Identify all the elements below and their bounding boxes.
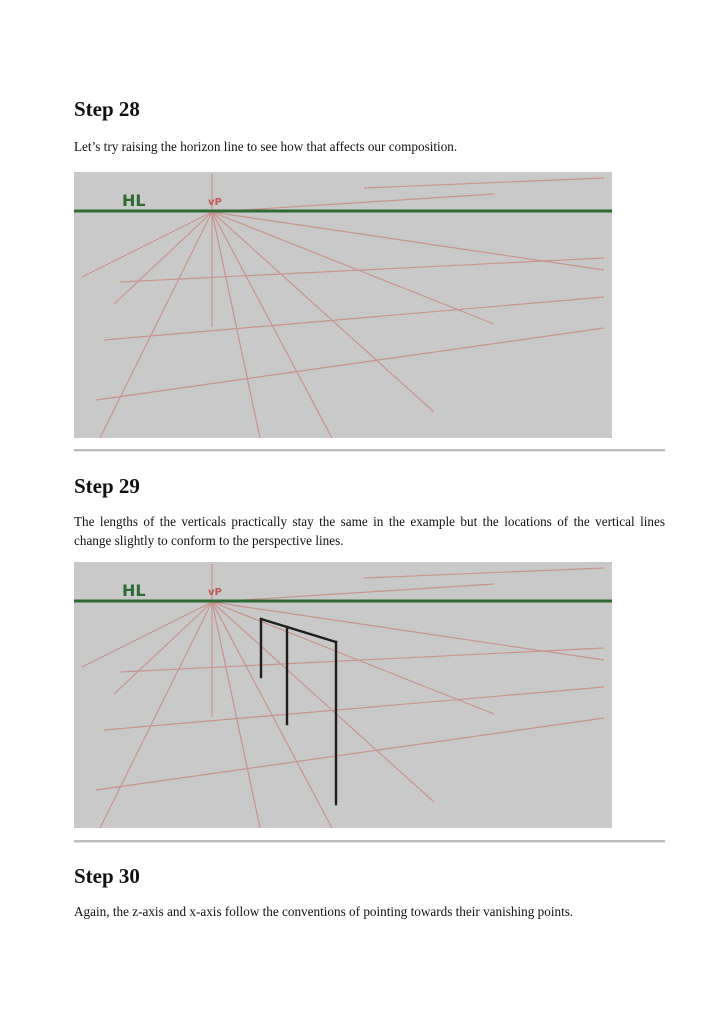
section-divider [74,840,665,843]
perspective-line [82,212,212,277]
perspective-line [212,212,260,438]
vanishing-point-label: vP [208,197,222,208]
step-30-title: Step 30 [74,864,140,888]
perspective-line [100,212,212,438]
perspective-line [212,194,494,212]
perspective-drawing-29 [74,562,612,828]
sky-line [364,178,604,188]
perspective-line [100,602,212,828]
perspective-line [212,602,434,802]
ground-line [96,718,604,790]
ground-line [104,687,604,730]
ground-line [104,297,604,340]
perspective-drawing-28 [74,172,612,438]
ground-line [120,258,604,282]
ground-line [120,648,604,672]
section-divider [74,449,665,452]
ground-line [96,328,604,400]
perspective-line [212,602,494,714]
step-30-text: Again, the z-axis and x-axis follow the conventions of pointing towards their vanishing points. [74,904,574,919]
step-29-title: Step 29 [74,474,140,498]
step-29-figure [74,562,612,828]
horizon-label: HL [122,191,146,210]
perspective-line [212,212,494,324]
perspective-line [82,602,212,667]
perspective-line [212,584,494,602]
step-28-title: Step 28 [74,97,140,121]
top-edge-line [261,619,336,642]
step-28-text: Let’s try raising the horizon line to see how that affects our composition. [74,139,458,154]
perspective-line [114,212,212,304]
step-29-text: The lengths of the verticals practically stay the same in the example but the locations of the vertical lines change slightly to conform to the perspective lines. [74,514,665,548]
perspective-line [114,602,212,694]
vanishing-point-label: vP [208,587,222,598]
step-28-figure [74,172,612,438]
perspective-line [212,212,434,412]
perspective-line [212,602,260,828]
sky-line [364,568,604,578]
horizon-label: HL [122,581,146,600]
